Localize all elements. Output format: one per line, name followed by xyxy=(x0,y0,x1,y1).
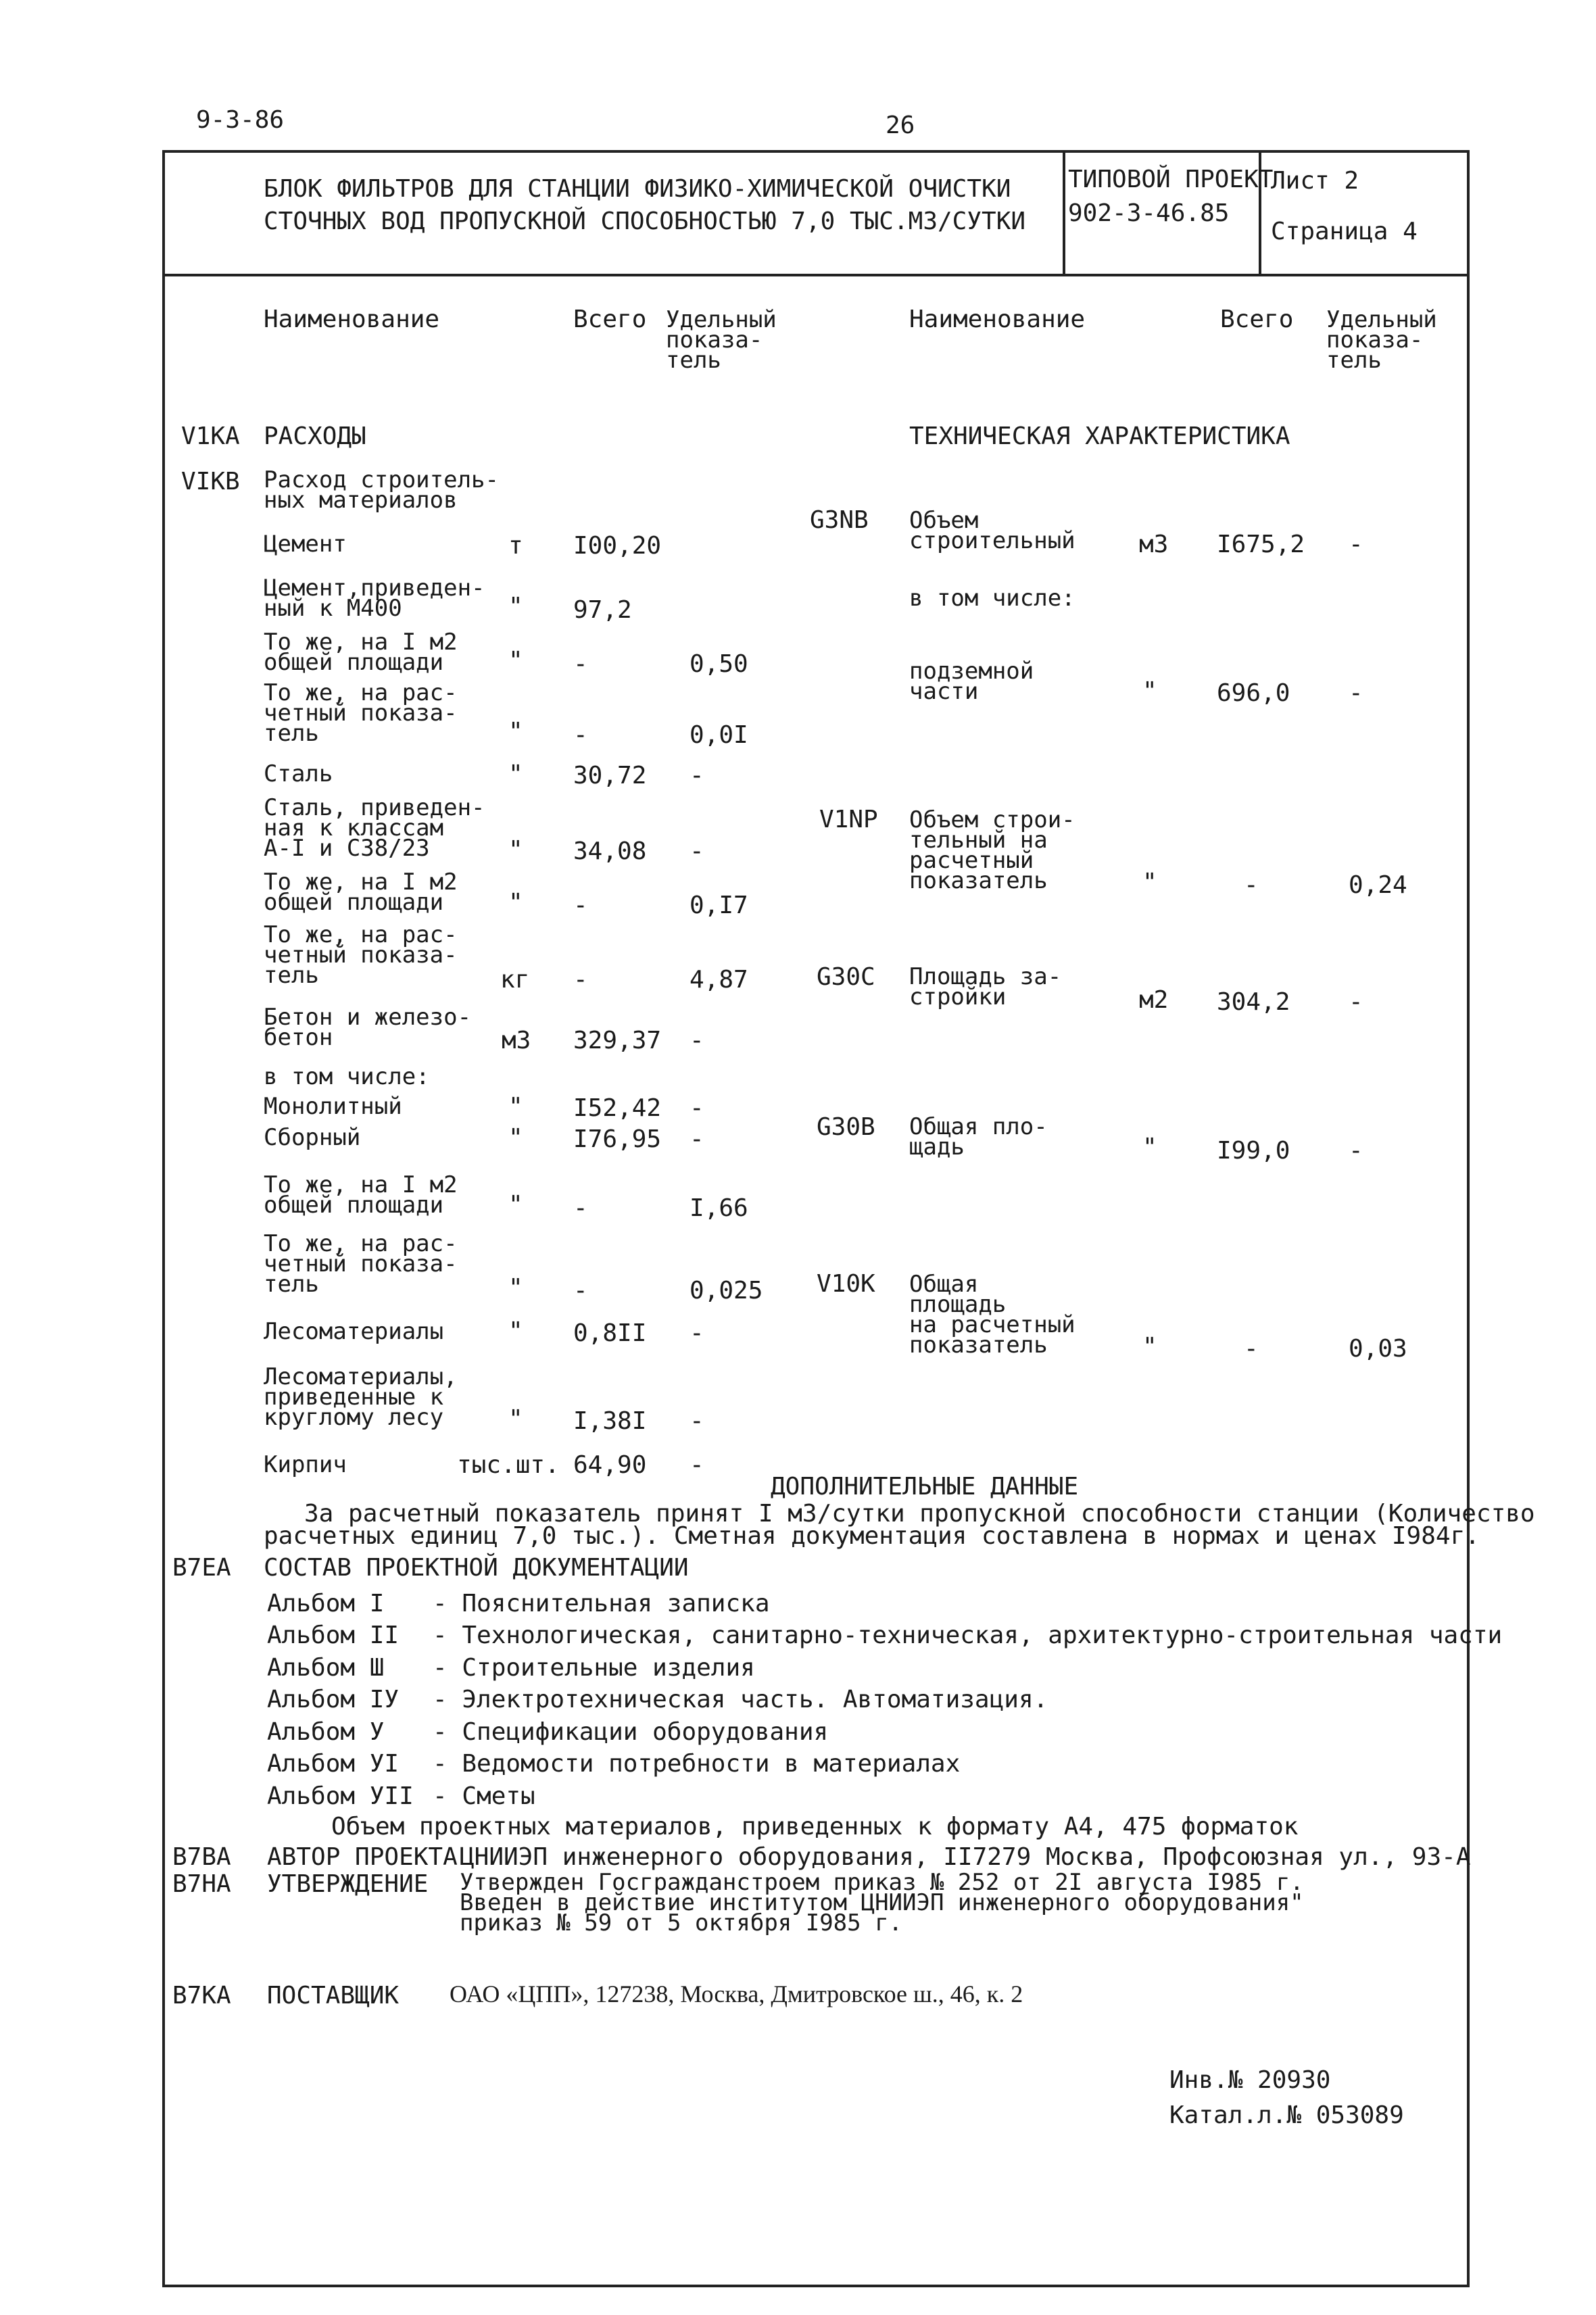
left-row-name: Лесоматериалы, приведенные к круглому лесу xyxy=(264,1363,458,1431)
left-row-unit: " xyxy=(508,1191,523,1219)
left-row-name: То же, на рас- четный показа- тель xyxy=(264,1230,458,1298)
left-row-spec: I,66 xyxy=(690,1194,748,1222)
left-row-unit: " xyxy=(508,836,523,864)
section-tech-spec: ТЕХНИЧЕСКАЯ ХАРАКТЕРИСТИКА xyxy=(909,422,1290,450)
left-row-name: То же, на I м2 общей площади xyxy=(264,1171,458,1219)
approval-label: УТВЕРЖДЕНИЕ xyxy=(267,1870,429,1898)
code-b7ba: B7BA xyxy=(172,1843,231,1871)
right-row-unit: " xyxy=(1142,1333,1157,1361)
right-row-total: 696,0 xyxy=(1217,679,1290,707)
right-row-unit: м2 xyxy=(1139,986,1169,1014)
right-row-name: подземной части xyxy=(909,658,1034,705)
right-row-unit: " xyxy=(1142,869,1157,896)
album-name: Альбом УII xyxy=(267,1782,414,1810)
right-row-total: I675,2 xyxy=(1217,531,1305,558)
volume-line: Объем проектных материалов, приведенных к формату А4, 475 форматок xyxy=(331,1813,1299,1841)
composition-title: СОСТАВ ПРОЕКТНОЙ ДОКУМЕНТАЦИИ xyxy=(264,1554,689,1582)
right-row-name: Общая площадь на расчетный показатель xyxy=(909,1271,1075,1359)
right-row-spec: - xyxy=(1349,679,1363,707)
right-row-spec: - xyxy=(1349,988,1363,1016)
catalog-number: Катал.л.№ 053089 xyxy=(1169,2101,1404,2129)
col-name-right: Наименование xyxy=(909,306,1086,333)
right-row-name: Объем строительный xyxy=(909,507,1075,554)
right-row-code: V10K xyxy=(817,1270,875,1298)
project-number: 902-3-46.85 xyxy=(1068,199,1230,227)
left-row-spec: - xyxy=(690,1407,704,1435)
right-row-unit: м3 xyxy=(1139,531,1169,558)
title-line-2: СТОЧНЫХ ВОД ПРОПУСКНОЙ СПОСОБНОСТЬЮ 7,0 ТЫС.М3/СУТКИ xyxy=(264,208,1026,235)
left-row-total: - xyxy=(573,1277,588,1305)
right-row-unit: " xyxy=(1142,677,1157,705)
left-row-name: То же, на рас- четный показа- тель xyxy=(264,921,458,989)
left-row-total: - xyxy=(573,1194,588,1222)
album-name: Альбом Ш xyxy=(267,1654,385,1682)
left-row-spec: - xyxy=(690,1451,704,1479)
album-desc: - Строительные изделия xyxy=(433,1654,755,1682)
left-row-unit: " xyxy=(508,593,523,620)
album-name: Альбом У xyxy=(267,1718,385,1746)
col-total-left: Всего xyxy=(573,306,647,333)
left-row-total: - xyxy=(573,650,588,678)
sheet-number: Лист 2 xyxy=(1271,167,1359,195)
code-vikb: VIKB xyxy=(181,468,240,495)
left-row-unit: " xyxy=(508,1405,523,1433)
right-row-spec: - xyxy=(1349,531,1363,558)
inventory-number: Инв.№ 20930 xyxy=(1169,2066,1331,2094)
left-row-total: - xyxy=(573,721,588,749)
left-row-name: Монолитный xyxy=(264,1093,402,1120)
right-row-total: 304,2 xyxy=(1217,988,1290,1016)
left-row-name: Бетон и железо- бетон xyxy=(264,1004,472,1051)
left-row-total: 329,37 xyxy=(573,1027,662,1054)
right-row-code: V1NP xyxy=(819,806,878,833)
left-row-spec: 0,50 xyxy=(690,650,748,678)
left-row-spec: - xyxy=(690,1319,704,1347)
left-row-unit: " xyxy=(508,1124,523,1152)
left-row-spec: 0,025 xyxy=(690,1277,763,1305)
left-row-name: Лесоматериалы xyxy=(264,1318,444,1345)
left-row-unit: кг xyxy=(500,966,530,994)
top-left-code: 9-3-86 xyxy=(196,106,285,134)
album-desc: - Спецификации оборудования xyxy=(433,1718,829,1746)
code-b7ha: B7HA xyxy=(172,1870,231,1898)
left-row-spec: - xyxy=(690,762,704,789)
left-row-unit: т xyxy=(508,532,523,560)
left-row-total: 0,8II xyxy=(573,1319,647,1347)
left-row-spec: - xyxy=(690,1094,704,1122)
left-row-spec: - xyxy=(690,837,704,865)
right-row-code: G30C xyxy=(817,963,875,991)
left-row-name: То же, на I м2 общей площади xyxy=(264,629,458,676)
left-row-name: Сталь, приведен- ная к классам А-I и С38/23 xyxy=(264,794,485,862)
left-row-unit: " xyxy=(508,760,523,788)
left-row-total: - xyxy=(573,892,588,919)
right-row-name: Площадь за- стройки xyxy=(909,963,1062,1010)
author-label: АВТОР ПРОЕКТА xyxy=(267,1843,458,1871)
left-row-spec: 0,0I xyxy=(690,721,748,749)
supplier-label: ПОСТАВЩИК xyxy=(267,1982,400,2009)
left-row-spec: - xyxy=(690,1125,704,1153)
album-name: Альбом УI xyxy=(267,1750,400,1778)
subsection-materials: Расход строитель- ных материалов xyxy=(264,466,499,514)
code-v1ka: V1KA xyxy=(181,422,240,450)
col-name-left: Наименование xyxy=(264,306,440,333)
col-spec-left: Удельный показа- тель xyxy=(666,306,777,374)
left-row-name: Цемент,приведен- ный к М400 xyxy=(264,575,485,622)
right-row-total: - xyxy=(1244,1335,1259,1363)
approval-value: Утвержден Госгражданстроем приказ № 252 от 2I августа I985 г. Введен в действие институтом ЦНИИЭП инженерного оборудования" приказ № 59 от 5 октября I985 г. xyxy=(460,1869,1304,1936)
additional-title: ДОПОЛНИТЕЛЬНЫЕ ДАННЫЕ xyxy=(771,1473,1079,1501)
right-row-total: I99,0 xyxy=(1217,1137,1290,1165)
col-total-right: Всего xyxy=(1220,306,1294,333)
col-spec-right: Удельный показа- тель xyxy=(1326,306,1437,374)
right-row-name: Объем строи- тельный на расчетный показатель xyxy=(909,806,1075,894)
left-row-unit: " xyxy=(508,647,523,675)
album-desc: - Ведомости потребности в материалах xyxy=(433,1750,961,1778)
left-row-unit: " xyxy=(508,1317,523,1345)
left-row-name: То же, на I м2 общей площади xyxy=(264,869,458,916)
header-bottom-rule xyxy=(162,274,1467,276)
left-row-spec: - xyxy=(690,1027,704,1054)
album-desc: - Электротехническая часть. Автоматизация. xyxy=(433,1686,1048,1713)
right-row-spec: - xyxy=(1349,1137,1363,1165)
left-row-total: I76,95 xyxy=(573,1125,662,1153)
section-expenses: РАСХОДЫ xyxy=(264,422,366,450)
right-row-code: G30B xyxy=(817,1113,875,1141)
right-row-spec: 0,03 xyxy=(1349,1335,1407,1363)
right-row-total: - xyxy=(1244,871,1259,899)
page-number: 26 xyxy=(886,112,915,139)
left-row-name: Кирпич xyxy=(264,1451,347,1478)
left-row-unit: " xyxy=(508,889,523,917)
album-name: Альбом IУ xyxy=(267,1686,400,1713)
left-row-unit: " xyxy=(508,1093,523,1121)
left-row-spec: 0,I7 xyxy=(690,892,748,919)
left-row-total: I00,20 xyxy=(573,532,662,560)
page-label: Страница 4 xyxy=(1271,218,1418,245)
left-row-total: - xyxy=(573,966,588,994)
left-row-name: в том числе: xyxy=(264,1063,430,1090)
left-row-name: То же, на рас- четный показа- тель xyxy=(264,679,458,747)
left-row-name: Сборный xyxy=(264,1124,361,1151)
album-desc: - Сметы xyxy=(433,1782,535,1810)
project-label: ТИПОВОЙ ПРОЕКТ xyxy=(1068,166,1274,193)
left-row-total: 64,90 xyxy=(573,1451,647,1479)
left-row-unit: " xyxy=(508,718,523,746)
code-b7ka: B7KA xyxy=(172,1982,231,2009)
right-row-name: в том числе: xyxy=(909,585,1075,612)
left-row-unit: м3 xyxy=(502,1027,531,1054)
left-row-name: Цемент xyxy=(264,531,347,558)
album-desc: - Технологическая, санитарно-техническая, архитектурно-строительная части xyxy=(433,1622,1503,1649)
header-divider-1 xyxy=(1063,150,1065,274)
left-row-unit: тыс.шт. xyxy=(457,1451,560,1479)
code-b7ea: B7EA xyxy=(172,1554,231,1582)
right-row-unit: " xyxy=(1142,1134,1157,1161)
album-name: Альбом II xyxy=(267,1622,400,1649)
right-row-code: G3NB xyxy=(810,506,869,534)
left-row-total: I52,42 xyxy=(573,1094,662,1122)
supplier-value: ОАО «ЦПП», 127238, Москва, Дмитровское ш., 46, к. 2 xyxy=(450,1980,1023,2007)
left-row-total: 97,2 xyxy=(573,596,632,624)
right-row-spec: 0,24 xyxy=(1349,871,1407,899)
title-line-1: БЛОК ФИЛЬТРОВ ДЛЯ СТАНЦИИ ФИЗИКО-ХИМИЧЕСКОЙ ОЧИСТКИ xyxy=(264,175,1011,203)
author-value: ЦНИИЭП инженерного оборудования, II7279 Москва, Профсоюзная ул., 93-А xyxy=(460,1843,1471,1871)
left-row-unit: " xyxy=(508,1274,523,1302)
left-row-total: 34,08 xyxy=(573,837,647,865)
left-row-total: 30,72 xyxy=(573,762,647,789)
left-row-total: I,38I xyxy=(573,1407,647,1435)
right-row-name: Общая пло- щадь xyxy=(909,1113,1048,1161)
album-name: Альбом I xyxy=(267,1590,385,1617)
additional-line-1: За расчетный показатель принят I м3/сутки пропускной способности станции (Количество xyxy=(304,1500,1535,1528)
album-desc: - Пояснительная записка xyxy=(433,1590,770,1617)
additional-line-2: расчетных единиц 7,0 тыс.). Сметная документация составлена в нормах и ценах I984г. xyxy=(264,1522,1480,1550)
left-row-name: Сталь xyxy=(264,760,333,787)
left-row-spec: 4,87 xyxy=(690,966,748,994)
